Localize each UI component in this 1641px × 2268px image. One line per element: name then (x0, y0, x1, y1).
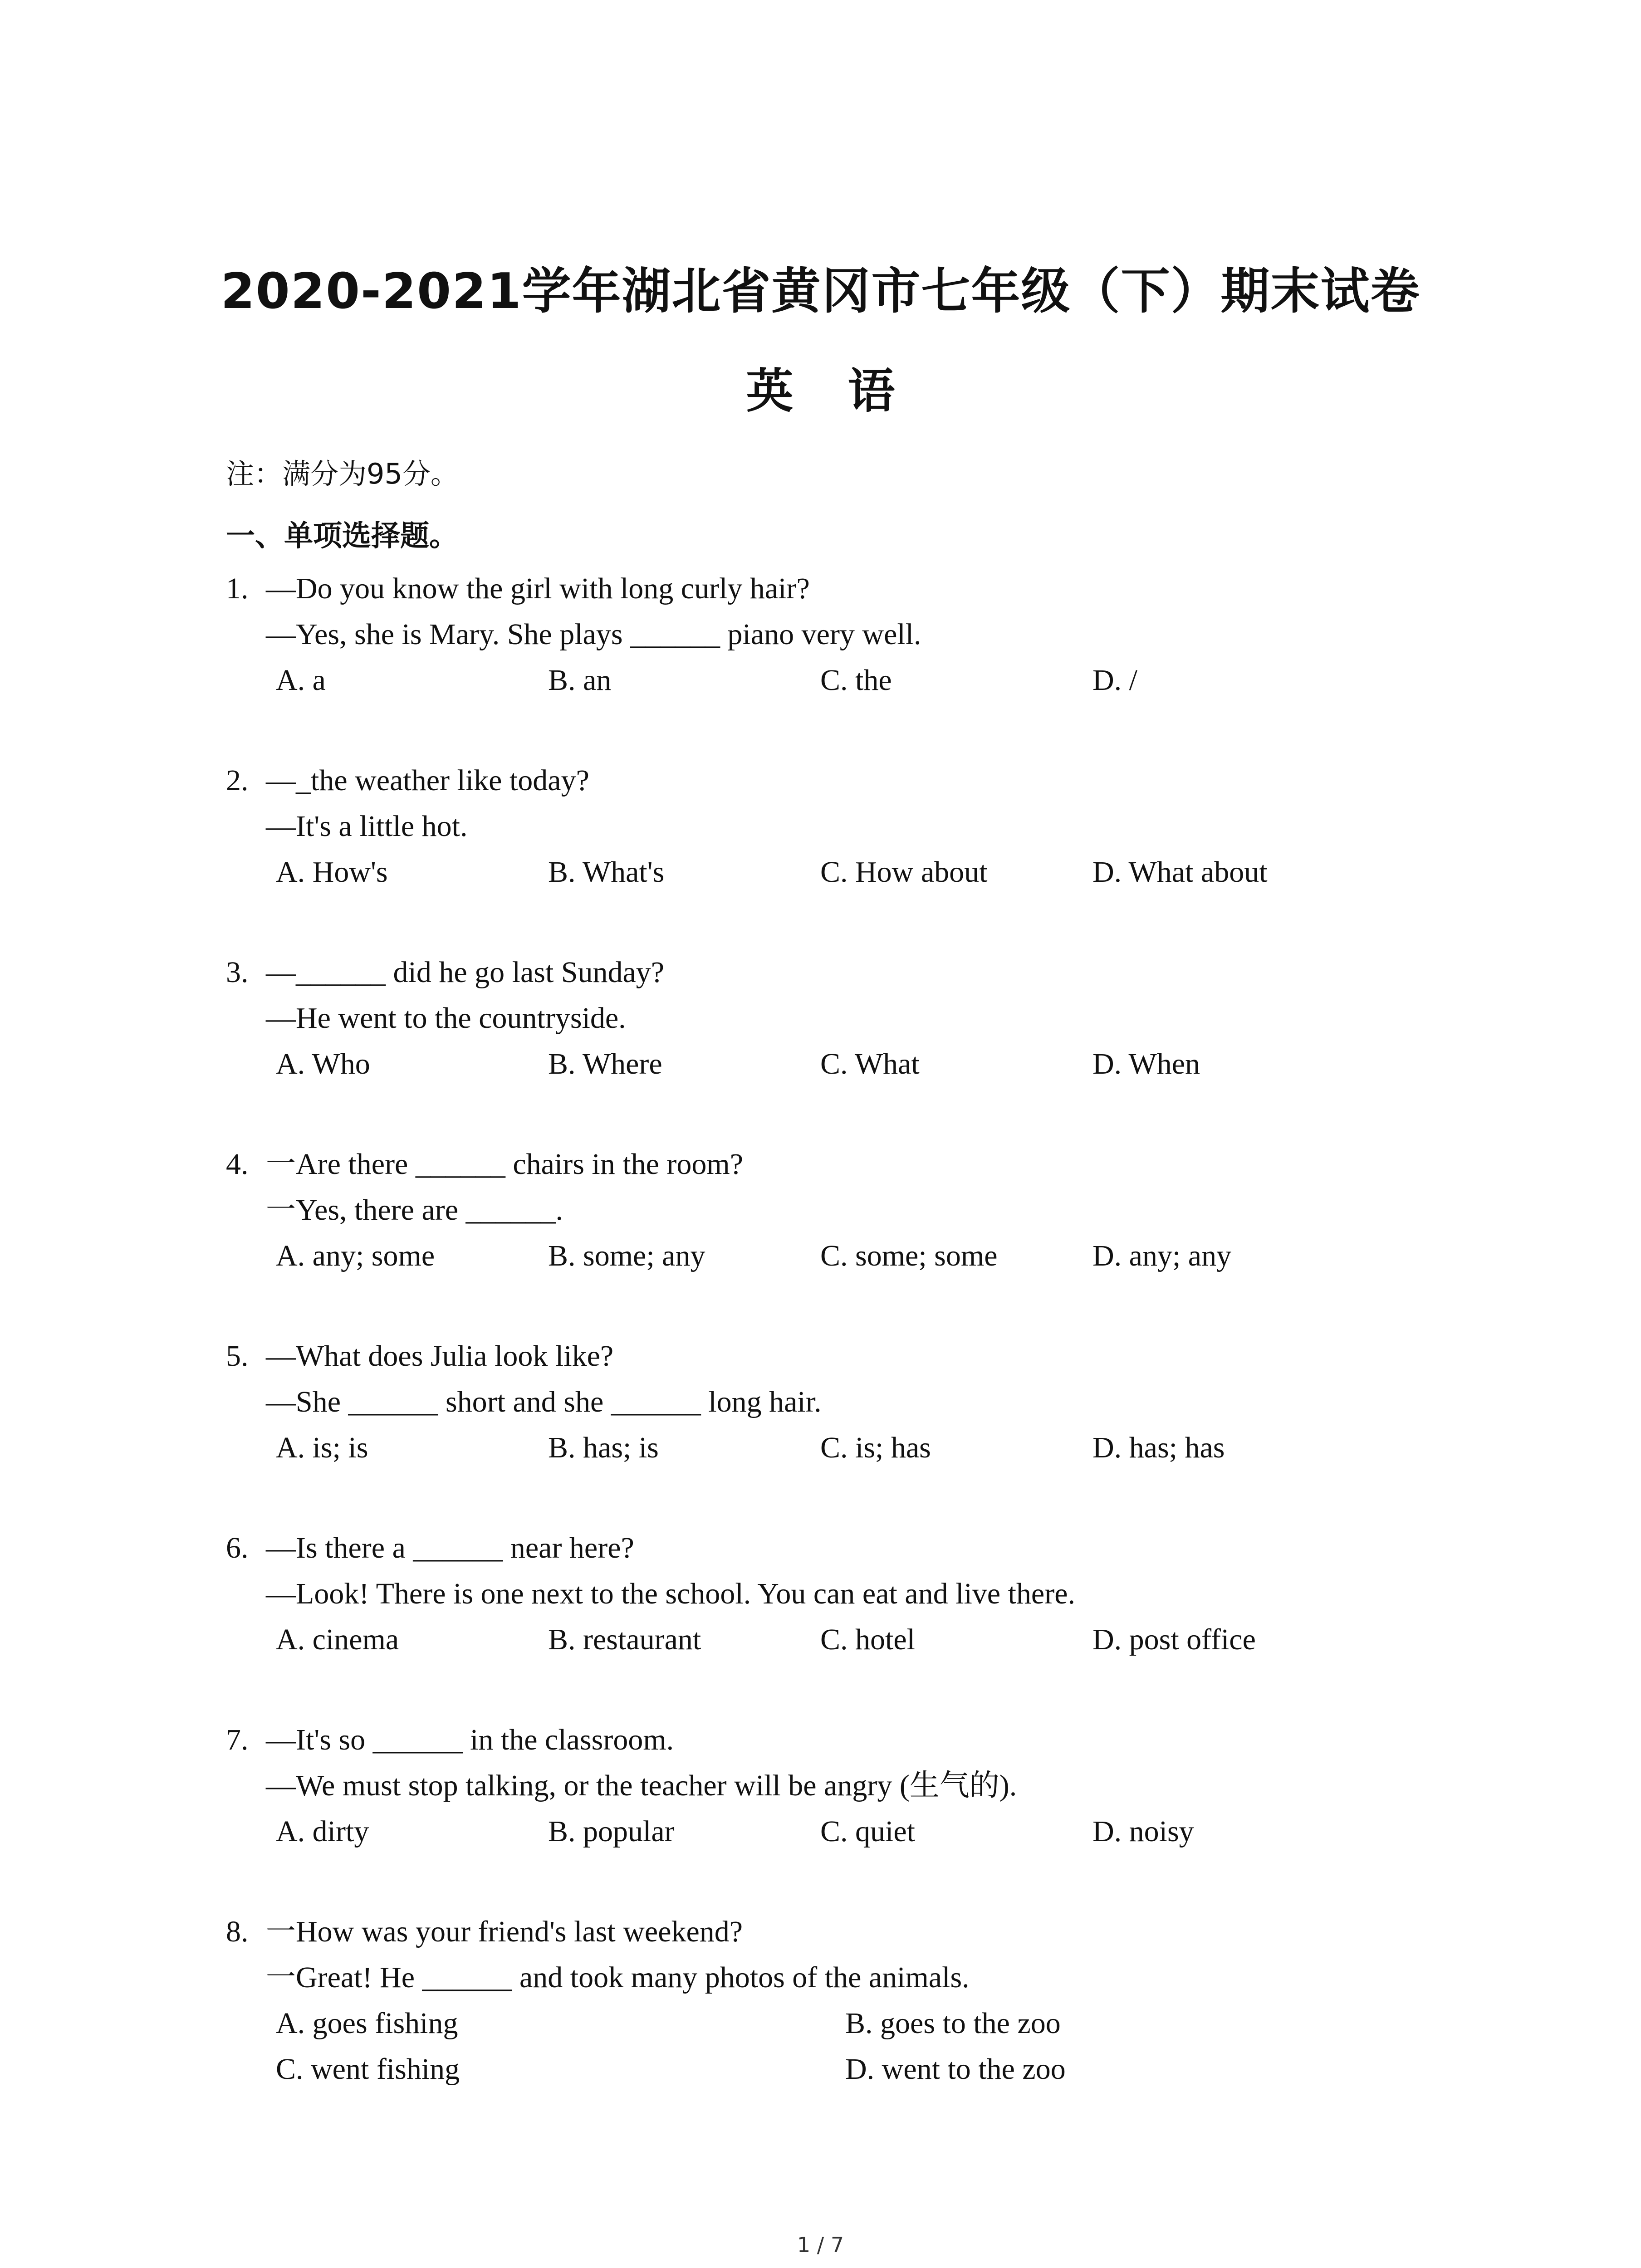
option-a[interactable]: A. a (276, 664, 326, 697)
option-c[interactable]: C. hotel (820, 1623, 915, 1656)
option-a[interactable]: A. How's (276, 855, 388, 889)
option-b[interactable]: B. What's (548, 855, 665, 889)
answer-line: —We must stop talking, or the teacher will be angry (生气的). (266, 1769, 1017, 1802)
question-5 (226, 1334, 1451, 1525)
question-text: —What does Julia look like? (266, 1339, 614, 1373)
question-number: 5. (226, 1339, 249, 1373)
question-text: —_the weather like today? (266, 764, 589, 797)
option-row (276, 658, 1410, 703)
option-a[interactable]: A. cinema (276, 1623, 399, 1656)
option-a[interactable]: A. is; is (276, 1431, 368, 1464)
answer-line: 一Great! He ______ and took many photos of the animals. (266, 1961, 970, 1994)
option-b[interactable]: B. some; any (548, 1239, 705, 1272)
option-row (276, 850, 1410, 895)
option-b[interactable]: B. Where (548, 1047, 662, 1080)
answer-line: —Look! There is one next to the school. You can eat and live there. (266, 1577, 1075, 1610)
option-a[interactable]: A. any; some (276, 1239, 435, 1272)
option-c[interactable]: C. is; has (820, 1431, 931, 1464)
answer-line: —It's a little hot. (266, 810, 468, 843)
question-text: —It's so ______ in the classroom. (266, 1723, 674, 1756)
question-line (226, 1525, 634, 1571)
question-3 (226, 950, 1451, 1142)
option-row (276, 1041, 1410, 1087)
answer-line: —She ______ short and she ______ long hair. (266, 1385, 822, 1418)
question-list (226, 566, 1451, 2101)
option-a[interactable]: A. dirty (276, 1815, 369, 1848)
question-line (226, 1334, 613, 1379)
option-d[interactable]: D. any; any (1092, 1239, 1232, 1272)
option-b[interactable]: B. has; is (548, 1431, 659, 1464)
option-b[interactable]: B. an (548, 664, 612, 697)
option-c[interactable]: C. the (820, 664, 892, 697)
option-row (276, 1809, 1410, 1854)
question-line (226, 1909, 743, 1955)
question-number: 3. (226, 956, 249, 989)
option-d[interactable]: D. When (1092, 1047, 1200, 1080)
question-line (226, 566, 810, 611)
option-d[interactable]: D. post office (1092, 1623, 1256, 1656)
answer-line: —He went to the countryside. (266, 1002, 626, 1035)
question-8 (226, 1909, 1451, 2101)
exam-title: 2020-2021学年湖北省黄冈市七年级（下）期末试卷 (220, 263, 1421, 320)
subject-title: 英语 (746, 363, 950, 419)
option-c[interactable]: C. What (820, 1047, 920, 1080)
option-b[interactable]: B. popular (548, 1815, 675, 1848)
question-number: 8. (226, 1915, 249, 1948)
answer-line: —Yes, she is Mary. She plays ______ piano very well. (266, 618, 921, 651)
option-c[interactable]: C. went fishing (276, 2053, 460, 2086)
question-text: —______ did he go last Sunday? (266, 956, 665, 989)
option-d[interactable]: D. / (1092, 664, 1137, 697)
section-heading: 一、单项选择题。 (226, 519, 458, 553)
question-text: —Do you know the girl with long curly hair? (266, 572, 810, 605)
option-b[interactable]: B. goes to the zoo (845, 2007, 1061, 2040)
page-number: 1 / 7 (797, 2233, 844, 2257)
question-line (226, 1717, 674, 1763)
option-a[interactable]: A. goes fishing (276, 2007, 458, 2040)
question-line (226, 1142, 743, 1187)
option-d[interactable]: D. noisy (1092, 1815, 1194, 1848)
question-number: 1. (226, 572, 249, 605)
question-4 (226, 1142, 1451, 1334)
question-2 (226, 758, 1451, 950)
option-c[interactable]: C. quiet (820, 1815, 915, 1848)
question-line (226, 950, 664, 995)
answer-line: 一Yes, there are ______. (266, 1193, 563, 1227)
question-number: 2. (226, 764, 249, 797)
score-note: 注：满分为95分。 (226, 457, 459, 490)
question-6 (226, 1525, 1451, 1717)
option-row (276, 1425, 1410, 1471)
question-text: 一Are there ______ chairs in the room? (266, 1148, 744, 1181)
question-text: 一How was your friend's last weekend? (266, 1915, 743, 1948)
option-c[interactable]: C. some; some (820, 1239, 998, 1272)
question-1 (226, 566, 1451, 758)
question-line (226, 758, 589, 803)
question-7 (226, 1717, 1451, 1909)
option-c[interactable]: C. How about (820, 855, 988, 889)
question-number: 6. (226, 1531, 249, 1564)
option-row (276, 1617, 1410, 1662)
option-row (276, 1233, 1410, 1279)
option-d[interactable]: D. went to the zoo (845, 2053, 1066, 2086)
option-d[interactable]: D. has; has (1092, 1431, 1225, 1464)
option-b[interactable]: B. restaurant (548, 1623, 701, 1656)
question-number: 4. (226, 1148, 249, 1181)
question-number: 7. (226, 1723, 249, 1756)
option-d[interactable]: D. What about (1092, 855, 1268, 889)
option-a[interactable]: A. Who (276, 1047, 370, 1080)
option-grid (276, 2001, 1410, 2086)
question-text: —Is there a ______ near here? (266, 1531, 634, 1564)
